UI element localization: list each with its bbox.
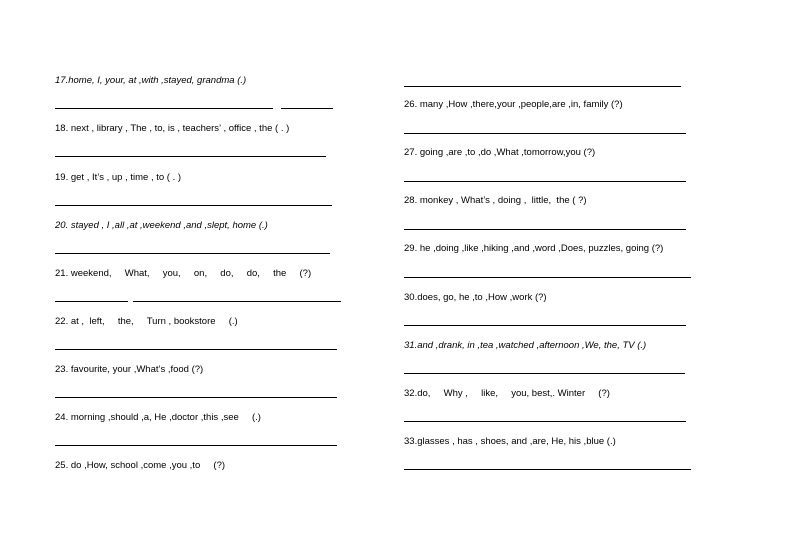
question-words: get , It’s , up , time , to ( . ): [68, 172, 182, 183]
question-17: [55, 75, 246, 87]
question-number: 23.: [55, 364, 69, 375]
question-22: [55, 316, 238, 328]
question-words: weekend, What, you, on, do, do, the (?): [68, 268, 312, 279]
question-number: 22.: [55, 316, 69, 327]
answer-line[interactable]: [55, 253, 330, 254]
answer-line[interactable]: [404, 373, 685, 374]
question-number: 17.: [55, 75, 69, 86]
question-number: 26.: [404, 99, 418, 110]
question-words: do ,How, school ,come ,you ,to (?): [68, 460, 226, 471]
question-words: favourite, your ,What’s ,food (?): [68, 364, 204, 375]
answer-line[interactable]: [55, 108, 273, 109]
answer-line[interactable]: [55, 397, 337, 398]
answer-line[interactable]: [55, 205, 332, 206]
answer-line[interactable]: [404, 86, 681, 87]
question-28: [404, 195, 587, 207]
question-words: at , left, the, Turn , bookstore (.): [68, 316, 238, 327]
answer-line[interactable]: [55, 445, 337, 446]
question-number: 29.: [404, 243, 418, 254]
question-words: going ,are ,to ,do ,What ,tomorrow,you (?): [417, 147, 596, 158]
answer-line[interactable]: [404, 469, 691, 470]
question-words: and ,drank, in ,tea ,watched ,afternoon ,We, the, TV (.): [417, 340, 647, 351]
answer-line[interactable]: [404, 277, 691, 278]
question-words: does, go, he ,to ,How ,work (?): [417, 292, 547, 303]
question-29: [404, 243, 663, 255]
answer-line[interactable]: [281, 108, 333, 109]
answer-line[interactable]: [404, 325, 686, 326]
answer-line[interactable]: [55, 156, 326, 157]
question-number: 18.: [55, 123, 69, 134]
question-31: [404, 340, 646, 352]
question-words: stayed , I ,all ,at ,weekend ,and ,slept, home (.): [68, 220, 268, 231]
question-32: [404, 388, 610, 400]
question-words: many ,How ,there,your ,people,are ,in, family (?): [417, 99, 623, 110]
question-27: [404, 147, 595, 159]
question-24: [55, 412, 261, 424]
question-number: 28.: [404, 195, 418, 206]
question-26: [404, 99, 623, 111]
question-words: home, I, your, at ,with ,stayed, grandma (.): [68, 75, 247, 86]
question-21: [55, 268, 311, 280]
question-words: glasses , has , shoes, and ,are, He, his ,blue (.): [417, 436, 616, 447]
question-words: morning ,should ,a, He ,doctor ,this ,see (.): [68, 412, 261, 423]
question-number: 30.: [404, 292, 418, 303]
question-number: 27.: [404, 147, 418, 158]
question-words: do, Why , like, you, best,. Winter (?): [417, 388, 610, 399]
question-19: [55, 172, 181, 184]
question-25: [55, 460, 225, 472]
answer-line[interactable]: [404, 229, 686, 230]
answer-line[interactable]: [404, 181, 686, 182]
question-number: 20.: [55, 220, 69, 231]
question-20: [55, 220, 268, 232]
question-number: 31.: [404, 340, 418, 351]
answer-line[interactable]: [133, 301, 341, 302]
question-number: 21.: [55, 268, 69, 279]
question-number: 19.: [55, 172, 69, 183]
question-number: 24.: [55, 412, 69, 423]
answer-line[interactable]: [55, 301, 128, 302]
question-30: [404, 292, 547, 304]
question-23: [55, 364, 203, 376]
answer-line[interactable]: [404, 133, 686, 134]
answer-line[interactable]: [55, 349, 337, 350]
question-words: monkey , What’s , doing , little, the ( ?): [417, 195, 587, 206]
question-words: he ,doing ,like ,hiking ,and ,word ,Does, puzzles, going (?): [417, 243, 664, 254]
answer-line[interactable]: [404, 421, 686, 422]
question-number: 25.: [55, 460, 69, 471]
question-number: 33.: [404, 436, 418, 447]
question-number: 32.: [404, 388, 418, 399]
question-33: [404, 436, 616, 448]
question-words: next , library , The , to, is , teachers’ , office , the ( . ): [68, 123, 290, 134]
question-18: [55, 123, 289, 135]
